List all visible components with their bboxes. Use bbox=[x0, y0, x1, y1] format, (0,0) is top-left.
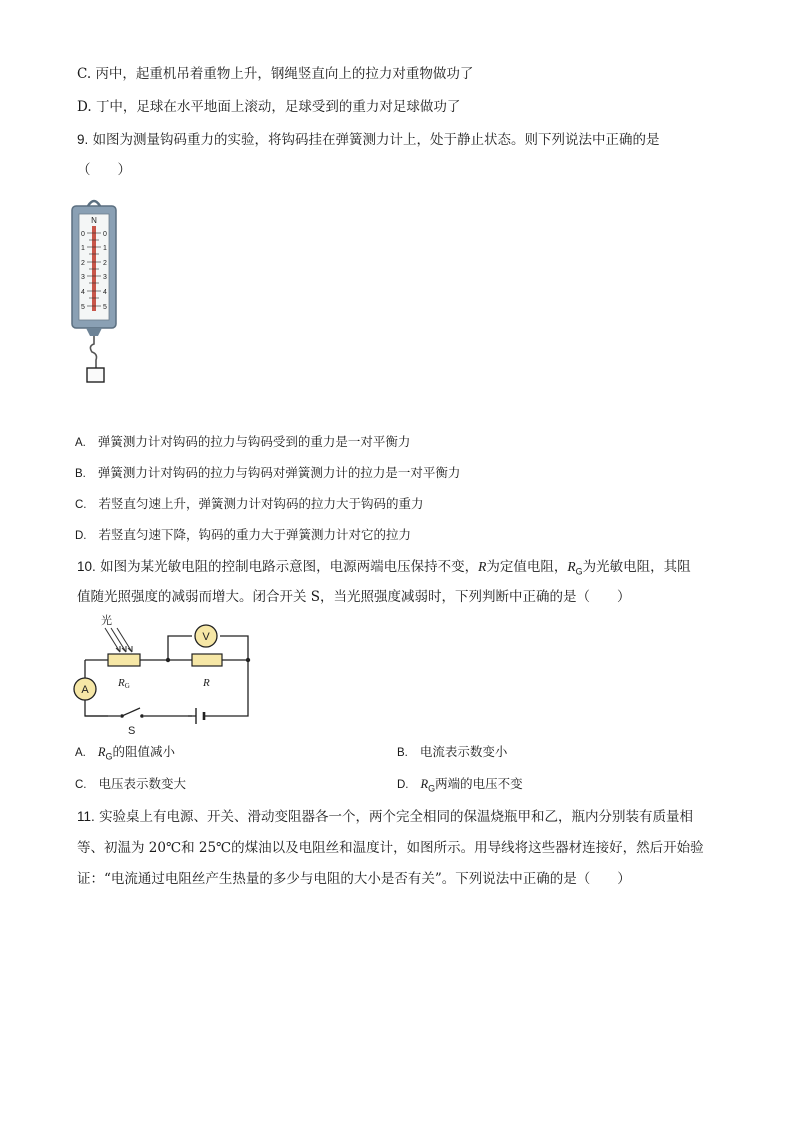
scale-right-1: 1 bbox=[103, 245, 107, 252]
q10-option-d-rg: R bbox=[420, 777, 429, 791]
q9-option-a-key: A. bbox=[75, 437, 86, 449]
junction-left bbox=[166, 658, 170, 662]
q10-option-c-key: C. bbox=[75, 779, 87, 791]
q10-rg-symbol: R bbox=[567, 559, 576, 574]
q9-option-a-text: 弹簧测力计对钩码的拉力与钩码受到的重力是一对平衡力 bbox=[97, 434, 411, 449]
q9-number: 9. bbox=[77, 132, 89, 147]
q8-option-d bbox=[77, 97, 460, 117]
q8-option-d-text: 丁中，足球在水平地面上滚动，足球受到的重力对足球做功了 bbox=[95, 99, 461, 115]
q10-stem-part3: 为光敏电阻，其阻 bbox=[582, 559, 691, 575]
q10-stem-part2: 为定值电阻， bbox=[486, 559, 568, 575]
ammeter-label: A bbox=[81, 684, 89, 696]
q11-line1 bbox=[77, 807, 693, 827]
q8-option-c-key: C. bbox=[77, 66, 92, 82]
q10-stem-line2: 值随光照强度的减弱而增大。闭合开关 S，当光照强度减弱时，下列判断中正确的是（ ） bbox=[77, 589, 631, 605]
scale-left-1: 1 bbox=[81, 245, 85, 252]
q10-option-d bbox=[397, 774, 523, 799]
spring-scale-figure bbox=[66, 196, 122, 386]
light-arrows-icon bbox=[105, 628, 132, 652]
q10-option-b bbox=[397, 742, 507, 763]
q10-option-d-key: D. bbox=[397, 779, 409, 791]
q9-option-d-key: D. bbox=[75, 530, 87, 542]
switch-label: S bbox=[128, 725, 136, 737]
q11-number: 11. bbox=[77, 809, 95, 824]
q10-option-a-key: A. bbox=[75, 747, 86, 759]
switch-icon bbox=[85, 708, 192, 720]
bottom-collar bbox=[86, 328, 102, 336]
scale-right-4: 4 bbox=[103, 289, 107, 296]
wire-vm-left bbox=[168, 636, 192, 660]
scale-left-3: 3 bbox=[81, 274, 85, 281]
q10-rg-sub: G bbox=[575, 566, 583, 577]
q11-line1-text: 实验桌上有电源、开关、滑动变阻器各一个，两个完全相同的保温烧瓶甲和乙，瓶内分别装有质量相 bbox=[99, 809, 694, 825]
q11-line2: 等、初温为 20℃和 25℃的煤油以及电阻丝和温度计，如图所示。用导线将这些器材连接好，然后开始验 bbox=[77, 840, 704, 856]
voltmeter-label: V bbox=[202, 631, 210, 643]
unit-label: N bbox=[91, 216, 97, 225]
scale-left-0: 0 bbox=[81, 231, 85, 238]
q8-option-c-text: 丙中，起重机吊着重物上升，钢绳竖直向上的拉力对重物做功了 bbox=[95, 66, 474, 82]
q9-stem-text: 如图为测量钩码重力的实验，将钩码挂在弹簧测力计上，处于静止状态。则下列说法中正确的是 bbox=[92, 132, 660, 148]
battery-icon bbox=[192, 708, 208, 724]
hook-weight bbox=[87, 368, 104, 382]
q9-option-c-key: C. bbox=[75, 499, 87, 511]
q8-option-c bbox=[77, 64, 473, 84]
scale-left-2: 2 bbox=[81, 260, 85, 267]
light-sensor-circuit-figure bbox=[68, 612, 258, 738]
wire-vm-right bbox=[220, 636, 248, 660]
light-label: 光 bbox=[101, 614, 112, 627]
fixed-resistor-r bbox=[192, 654, 222, 666]
junction-right bbox=[246, 658, 250, 662]
scale-left-4: 4 bbox=[81, 289, 85, 296]
q10-option-a-rg: R bbox=[97, 745, 106, 759]
rg-label: RG bbox=[118, 677, 130, 690]
q9-blank: （ ） bbox=[77, 162, 131, 178]
q9-option-a bbox=[75, 432, 410, 453]
scale-right-2: 2 bbox=[103, 260, 107, 267]
q10-option-d-text: 两端的电压不变 bbox=[435, 776, 523, 791]
q9-option-d bbox=[75, 525, 411, 546]
q10-option-b-text: 电流表示数变小 bbox=[419, 744, 508, 759]
q9-option-b-text: 弹簧测力计对钩码的拉力与钩码对弹簧测力计的拉力是一对平衡力 bbox=[97, 465, 461, 480]
q10-option-a bbox=[75, 742, 175, 767]
q9-option-c bbox=[75, 494, 424, 515]
q9-option-b-key: B. bbox=[75, 468, 86, 480]
q10-option-d-rg-sub: G bbox=[428, 783, 436, 794]
q10-number: 10. bbox=[77, 559, 96, 574]
q10-stem-line1 bbox=[77, 557, 691, 582]
q10-option-a-rg-sub: G bbox=[105, 751, 113, 762]
q9-option-d-text: 若竖直匀速下降，钩码的重力大于弹簧测力计对它的拉力 bbox=[98, 527, 412, 542]
q10-option-c-text: 电压表示数变大 bbox=[98, 776, 187, 791]
scale-right-5: 5 bbox=[103, 304, 107, 311]
hook-icon bbox=[90, 336, 96, 368]
scale-right-3: 3 bbox=[103, 274, 107, 281]
q11-line3: 证：“电流通过电阻丝产生热量的多少与电阻的大小是否有关”。下列说法中正确的是（ ） bbox=[77, 871, 631, 887]
wire-right bbox=[140, 660, 248, 716]
q10-stem-part1: 如图为某光敏电阻的控制电路示意图，电源两端电压保持不变， bbox=[100, 559, 479, 575]
q9-option-c-text: 若竖直匀速上升，弹簧测力计对钩码的拉力大于钩码的重力 bbox=[98, 496, 424, 511]
q10-option-c bbox=[75, 774, 186, 795]
scale-left-5: 5 bbox=[81, 304, 85, 311]
q10-r-symbol: R bbox=[478, 559, 487, 574]
scale-right-0: 0 bbox=[103, 231, 107, 238]
photoresistor-rg bbox=[108, 654, 140, 666]
q9-stem bbox=[77, 130, 660, 150]
q10-option-b-key: B. bbox=[397, 747, 408, 759]
r-label: R bbox=[203, 677, 210, 689]
q8-option-d-key: D. bbox=[77, 99, 92, 115]
q10-option-a-text: 的阻值减小 bbox=[112, 744, 176, 759]
q9-option-b bbox=[75, 463, 460, 484]
